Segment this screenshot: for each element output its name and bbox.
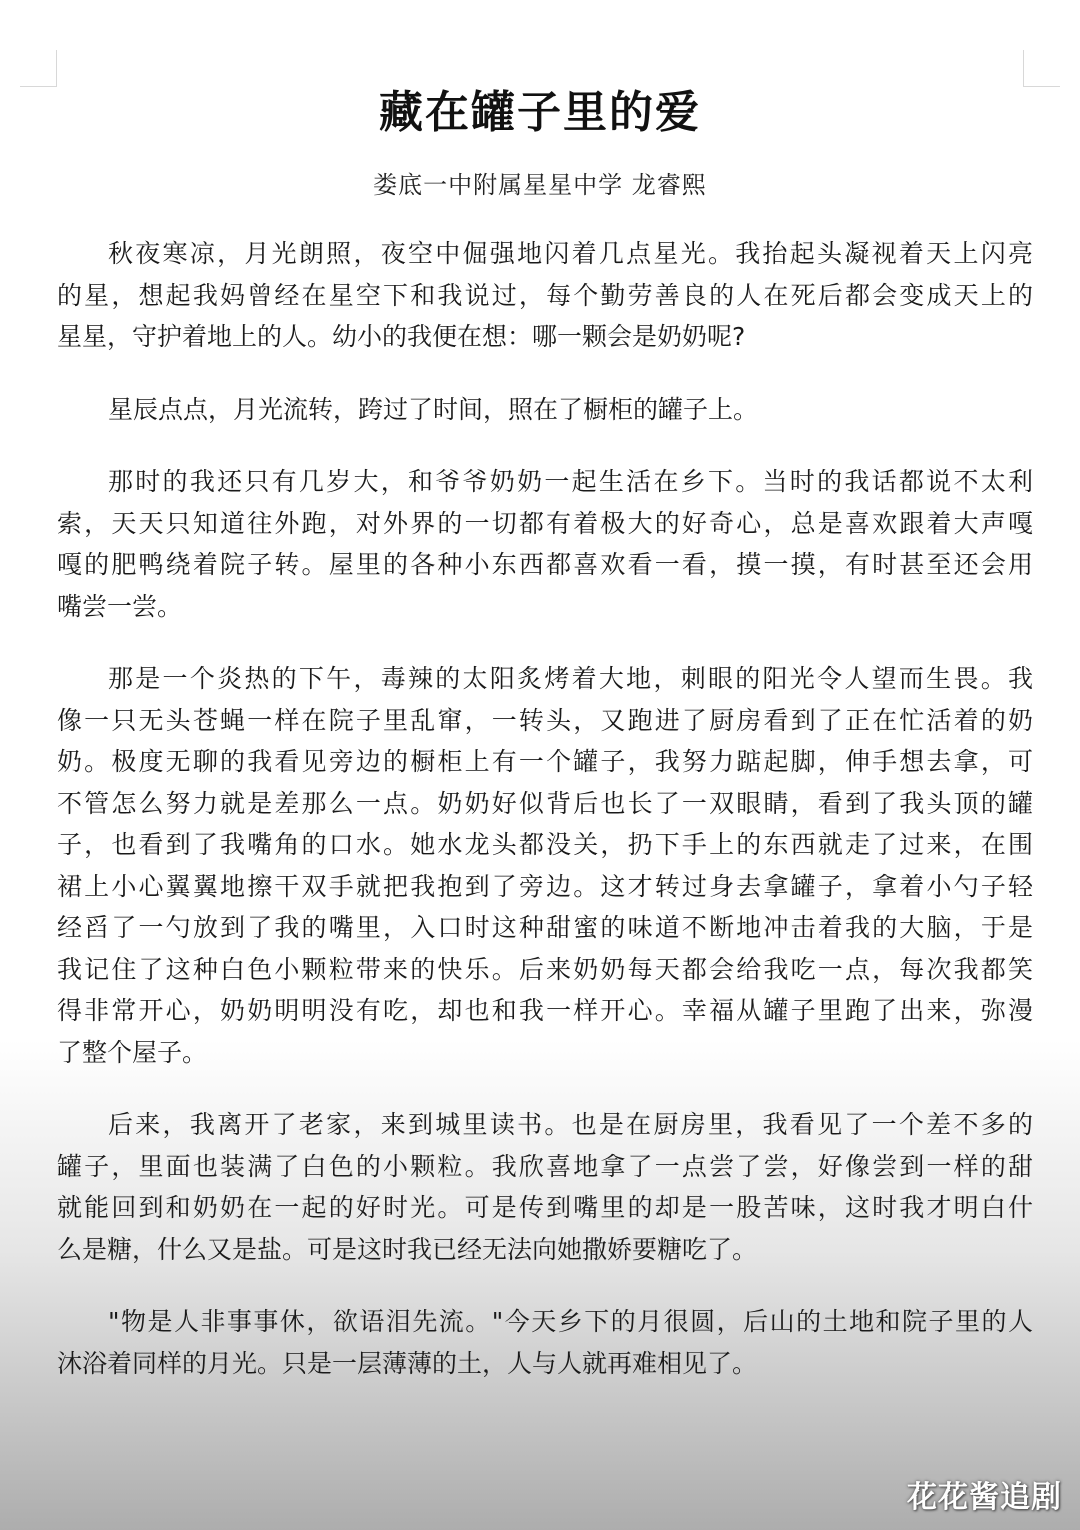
paragraph xyxy=(57,233,1033,358)
paragraph xyxy=(57,461,1033,627)
paragraph-line: 裙上小心翼翼地擦干双手就把我抱到了旁边。这才转过身去拿罐子，拿着小勺子轻 xyxy=(57,871,1033,901)
paragraph-line: 嘎的肥鸭绕着院子转。屋里的各种小东西都喜欢看一看，摸一摸，有时甚至还会用 xyxy=(57,550,1033,579)
paragraph-line: 罐子，里面也装满了白色的小颗粒。我欣喜地拿了一点尝了尝，好像尝到一样的甜 xyxy=(57,1151,1033,1181)
paragraph xyxy=(57,389,1033,431)
paragraph-line: 不管怎么努力就是差那么一点。奶奶好似背后也长了一双眼睛，看到了我头顶的罐 xyxy=(57,788,1033,818)
paragraph-line: 星星，守护着地上的人。幼小的我便在想：哪一颗会是奶奶呢? xyxy=(57,322,746,351)
paragraph-line: 像一只无头苍蝇一样在院子里乱窜，一转头，又跑进了厨房看到了正在忙活着的奶 xyxy=(57,705,1033,735)
paragraph-line: "物是人非事事休，欲语泪先流。"今天乡下的月很圆，后山的土地和院子里的人 xyxy=(108,1307,1033,1336)
paragraph-line: 的星，想起我妈曾经在星空下和我说过，每个勤劳善良的人在死后都会变成天上的 xyxy=(57,280,1033,310)
paragraph-line: 奶。极度无聊的我看见旁边的橱柜上有一个罐子，我努力踮起脚，伸手想去拿，可 xyxy=(57,747,1033,776)
document-author: 娄底一中附属星星中学 龙睿熙 xyxy=(373,171,707,199)
paragraph-line: 了整个屋子。 xyxy=(57,1037,208,1067)
paragraph xyxy=(57,1104,1033,1270)
paragraph-line: 么是糖，什么又是盐。可是这时我已经无法向她撒娇要糖吃了。 xyxy=(57,1234,758,1264)
paragraph xyxy=(57,658,1033,1073)
paragraph-line: 秋夜寒凉，月光朗照，夜空中倔强地闪着几点星光。我抬起头凝视着天上闪亮 xyxy=(108,239,1033,268)
paragraph-line: 星辰点点，月光流转，跨过了时间，照在了橱柜的罐子上。 xyxy=(108,394,759,424)
paragraph xyxy=(57,1301,1033,1384)
paragraph-line: 沐浴着同样的月光。只是一层薄薄的土，人与人就再难相见了。 xyxy=(57,1348,758,1378)
paragraph-line: 得非常开心，奶奶明明没有吃，却也和我一样开心。幸福从罐子里跑了出来，弥漫 xyxy=(57,996,1033,1025)
paragraph-line: 后来，我离开了老家，来到城里读书。也是在厨房里，我看见了一个差不多的 xyxy=(108,1110,1033,1139)
watermark: 花花酱追剧 xyxy=(907,1480,1062,1515)
paragraph-line: 嘴尝一尝。 xyxy=(57,591,183,621)
document-body xyxy=(57,233,1033,1415)
paragraph-line: 索，天天只知道往外跑，对外界的一切都有着极大的好奇心，总是喜欢跟着大声嘎 xyxy=(57,508,1033,538)
document-title: 藏在罐子里的爱 xyxy=(379,87,701,138)
paragraph-line: 那时的我还只有几岁大，和爷爷奶奶一起生活在乡下。当时的我话都说不太利 xyxy=(108,467,1033,496)
paragraph-line: 子，也看到了我嘴角的口水。她水龙头都没关，扔下手上的东西就走了过来，在围 xyxy=(57,830,1033,859)
paragraph-line: 我记住了这种白色小颗粒带来的快乐。后来奶奶每天都会给我吃一点，每次我都笑 xyxy=(57,954,1033,984)
paragraph-line: 就能回到和奶奶在一起的好时光。可是传到嘴里的却是一股苦味，这时我才明白什 xyxy=(57,1193,1033,1222)
paragraph-line: 经舀了一勺放到了我的嘴里，入口时这种甜蜜的味道不断地冲击着我的大脑，于是 xyxy=(57,913,1033,942)
paragraph-line: 那是一个炎热的下午，毒辣的太阳炙烤着大地，刺眼的阳光令人望而生畏。我 xyxy=(108,664,1033,693)
